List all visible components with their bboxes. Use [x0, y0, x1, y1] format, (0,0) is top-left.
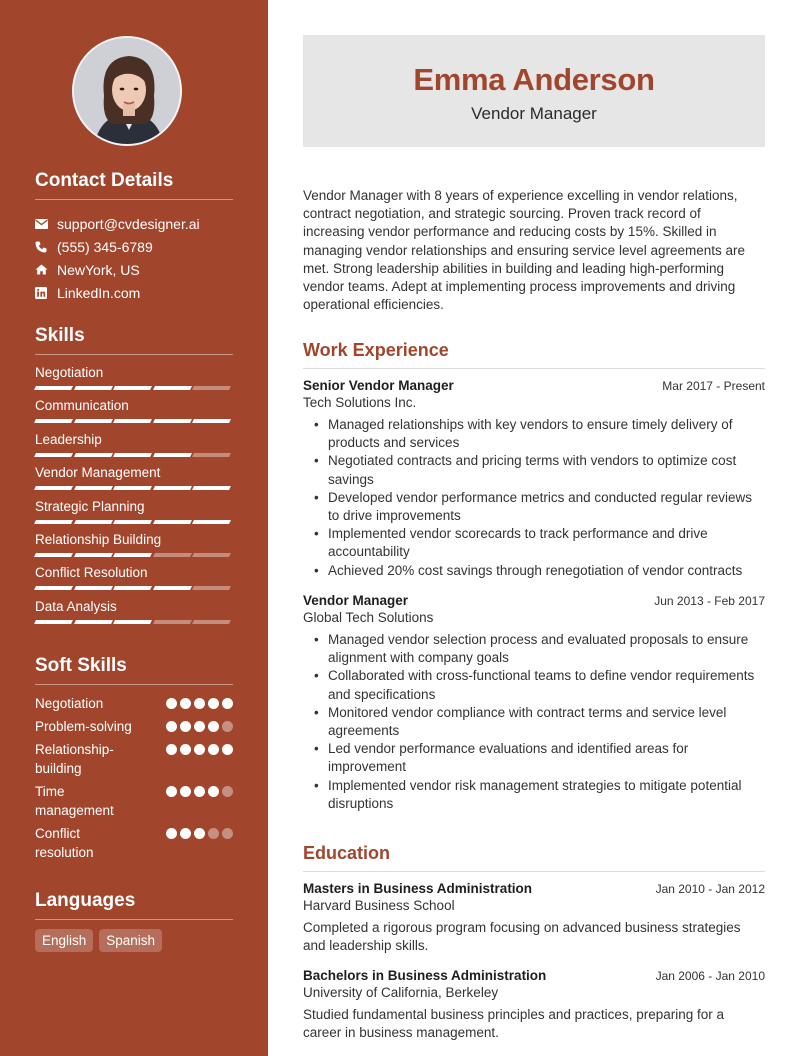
contact-email-text: support@cvdesigner.ai — [57, 215, 200, 232]
skill-level-segment — [34, 386, 72, 390]
skill-level-segment — [113, 520, 151, 524]
skill-level-segment — [34, 453, 72, 457]
skill-name: Relationship Building — [35, 531, 162, 547]
rating-dot — [194, 828, 205, 839]
contact-linkedin-text: LinkedIn.com — [57, 284, 141, 301]
phone-icon — [35, 240, 57, 254]
soft-skill-item — [35, 717, 233, 736]
rating-dot — [166, 828, 177, 839]
bullet-item: • Led vendor performance evaluations and identified areas for improvement — [328, 740, 765, 776]
rating-dot — [180, 721, 191, 732]
contact-email[interactable] — [35, 212, 233, 235]
skill-level-segment — [74, 520, 112, 524]
language-tag: English — [35, 929, 93, 952]
soft-skill-item — [35, 740, 233, 778]
skill-level-segment — [153, 553, 191, 557]
job-dates: Mar 2017 - Present — [662, 379, 765, 393]
rating-dot — [180, 744, 191, 755]
school-name: Harvard Business School — [303, 898, 455, 913]
skill-level-segment — [192, 453, 230, 457]
job-role: Vendor Manager — [303, 593, 409, 608]
soft-skill-item — [35, 694, 233, 713]
contact-phone[interactable] — [35, 235, 233, 258]
school-name: University of California, Berkeley — [303, 985, 499, 1000]
rating-dot — [222, 698, 233, 709]
rating-dot — [166, 744, 177, 755]
soft-skill-name: Conflict resolution — [35, 826, 94, 860]
rating-dot — [194, 698, 205, 709]
skill-level-bars — [35, 520, 233, 524]
bullet-item: • Negotiated contracts and pricing terms with vendors to optimize cost savings — [328, 452, 765, 488]
skill-level-segment — [192, 520, 230, 524]
work-entry — [303, 593, 765, 813]
skill-level-bars — [35, 620, 233, 624]
skill-name: Data Analysis — [35, 598, 117, 614]
soft-skill-dots — [166, 786, 233, 820]
skill-level-segment — [192, 419, 230, 423]
rating-dot — [222, 721, 233, 732]
soft-skill-item — [35, 782, 233, 820]
rating-dot — [194, 786, 205, 797]
skill-name: Leadership — [35, 431, 102, 447]
skill-level-segment — [113, 419, 151, 423]
skill-level-segment — [74, 620, 112, 624]
skill-level-segment — [113, 453, 151, 457]
skills-list — [35, 364, 233, 631]
soft-skill-dots — [166, 828, 233, 862]
rating-dot — [208, 721, 219, 732]
language-tag: Spanish — [99, 929, 162, 952]
job-bullets — [303, 631, 765, 813]
rating-dot — [166, 786, 177, 797]
rating-dot — [222, 744, 233, 755]
rating-dot — [166, 721, 177, 732]
work-heading: Work Experience — [303, 340, 765, 369]
rating-dot — [180, 698, 191, 709]
skill-level-bars — [35, 553, 233, 557]
bullet-item: • Monitored vendor compliance with contract terms and service level agreements — [328, 704, 765, 740]
degree-title: Masters in Business Administration — [303, 881, 533, 896]
skill-name: Communication — [35, 398, 129, 414]
skills-heading: Skills — [35, 325, 233, 355]
languages-heading: Languages — [35, 890, 233, 920]
job-company: Global Tech Solutions — [303, 610, 434, 625]
skill-item — [35, 564, 233, 597]
degree-description: Studied fundamental business principles and practices, preparing for a career in business management. — [303, 1007, 724, 1041]
skill-item — [35, 531, 233, 564]
skill-level-segment — [34, 620, 72, 624]
skill-level-segment — [153, 453, 191, 457]
degree-dates: Jan 2010 - Jan 2012 — [655, 882, 765, 896]
bullet-item: • Implemented vendor scorecards to track performance and drive accountability — [328, 525, 765, 561]
rating-dot — [208, 698, 219, 709]
job-role: Senior Vendor Manager — [303, 378, 454, 393]
skill-name: Negotiation — [35, 365, 104, 380]
bullet-item: • Developed vendor performance metrics and conducted regular reviews to drive improvements — [328, 489, 765, 525]
skill-level-bars — [35, 386, 233, 390]
rating-dot — [208, 786, 219, 797]
bullet-item: • Implemented vendor risk management strategies to mitigate potential disruptions — [328, 777, 765, 813]
profile-photo — [72, 36, 182, 146]
skill-level-segment — [34, 553, 72, 557]
linkedin-icon — [35, 286, 57, 300]
job-dates: Jun 2013 - Feb 2017 — [654, 594, 765, 608]
skill-item — [35, 364, 233, 397]
skill-item — [35, 431, 233, 464]
job-bullets — [303, 416, 765, 580]
rating-dot — [208, 828, 219, 839]
soft-skill-dots — [166, 721, 233, 736]
skill-name: Vendor Management — [35, 465, 161, 481]
skill-level-segment — [74, 453, 112, 457]
work-entry — [303, 378, 765, 580]
skill-level-segment — [153, 419, 191, 423]
skill-level-segment — [192, 586, 230, 590]
header-banner — [303, 35, 765, 147]
soft-skill-dots — [166, 698, 233, 713]
profile-summary: Vendor Manager with 8 years of experience excelling in vendor relations, contract negotiation, and strategic sourcing. Proven track record of increasing vendor performance and reducing costs by 15%. Skilled in managing vendor relationships and ensuring service level agreements are met. Strong leadership abilities in building and leading high-performing vendor teams. Adept at implementing process improvements and driving operational efficiencies. — [303, 188, 746, 313]
skill-level-segment — [34, 486, 72, 490]
rating-dot — [180, 786, 191, 797]
skill-item — [35, 598, 233, 631]
skill-level-bars — [35, 486, 233, 490]
soft-skills-list — [35, 694, 233, 866]
bullet-item: • Managed vendor selection process and evaluated proposals to ensure alignment with company goals — [328, 631, 765, 667]
languages-list — [35, 929, 162, 952]
soft-skill-name: Time management — [35, 784, 114, 818]
rating-dot — [194, 721, 205, 732]
skill-level-bars — [35, 419, 233, 423]
skill-level-segment — [153, 486, 191, 490]
rating-dot — [166, 698, 177, 709]
job-company: Tech Solutions Inc. — [303, 395, 417, 410]
envelope-icon — [35, 217, 57, 231]
skill-level-segment — [74, 486, 112, 490]
skill-level-segment — [34, 586, 72, 590]
bullet-item: • Achieved 20% cost savings through renegotiation of vendor contracts — [328, 562, 765, 580]
skill-level-segment — [34, 419, 72, 423]
skill-level-segment — [192, 620, 230, 624]
education-entry — [303, 968, 765, 1042]
skill-level-segment — [74, 386, 112, 390]
education-entry — [303, 881, 765, 955]
rating-dot — [180, 828, 191, 839]
soft-skill-item — [35, 824, 233, 862]
education-heading: Education — [303, 843, 765, 872]
skill-level-segment — [74, 419, 112, 423]
skill-level-segment — [113, 586, 151, 590]
skill-level-segment — [192, 553, 230, 557]
skill-level-segment — [113, 553, 151, 557]
skill-item — [35, 498, 233, 531]
skill-level-segment — [34, 520, 72, 524]
skill-item — [35, 464, 233, 497]
skill-level-segment — [153, 520, 191, 524]
skill-name: Conflict Resolution — [35, 565, 148, 581]
bullet-item: • Collaborated with cross-functional teams to define vendor requirements and specifications — [328, 667, 765, 703]
rating-dot — [194, 744, 205, 755]
rating-dot — [222, 828, 233, 839]
contact-linkedin[interactable] — [35, 281, 233, 304]
sidebar — [0, 0, 268, 1056]
soft-skill-name: Relationship-building — [35, 742, 114, 776]
degree-dates: Jan 2006 - Jan 2010 — [655, 969, 765, 983]
skill-level-segment — [113, 486, 151, 490]
soft-skill-name: Problem-solving — [35, 719, 132, 734]
skill-level-segment — [113, 386, 151, 390]
rating-dot — [222, 786, 233, 797]
skill-level-segment — [153, 620, 191, 624]
contact-heading: Contact Details — [35, 170, 233, 200]
degree-title: Bachelors in Business Administration — [303, 968, 547, 983]
bullet-item: • Managed relationships with key vendors to ensure timely delivery of products and services — [328, 416, 765, 452]
skill-level-segment — [74, 553, 112, 557]
skill-level-segment — [113, 620, 151, 624]
skill-level-segment — [153, 586, 191, 590]
home-icon — [35, 263, 57, 277]
skill-name: Strategic Planning — [35, 498, 145, 514]
skill-level-segment — [192, 486, 230, 490]
skill-level-segment — [74, 586, 112, 590]
soft-skill-dots — [166, 744, 233, 778]
skill-level-bars — [35, 453, 233, 457]
soft-skill-name: Negotiation — [35, 696, 104, 711]
skill-level-segment — [192, 386, 230, 390]
contact-location-text: NewYork, US — [57, 261, 140, 278]
skill-item — [35, 397, 233, 430]
soft-skills-heading: Soft Skills — [35, 655, 233, 685]
skill-level-bars — [35, 586, 233, 590]
contact-location — [35, 258, 233, 281]
rating-dot — [208, 744, 219, 755]
degree-description: Completed a rigorous program focusing on advanced business strategies and leadership skills. — [303, 920, 741, 954]
candidate-title: Vendor Manager — [471, 104, 597, 123]
contact-phone-text: (555) 345-6789 — [57, 238, 153, 255]
candidate-name: Emma Anderson — [413, 62, 655, 97]
contact-list — [35, 212, 233, 304]
skill-level-segment — [153, 386, 191, 390]
